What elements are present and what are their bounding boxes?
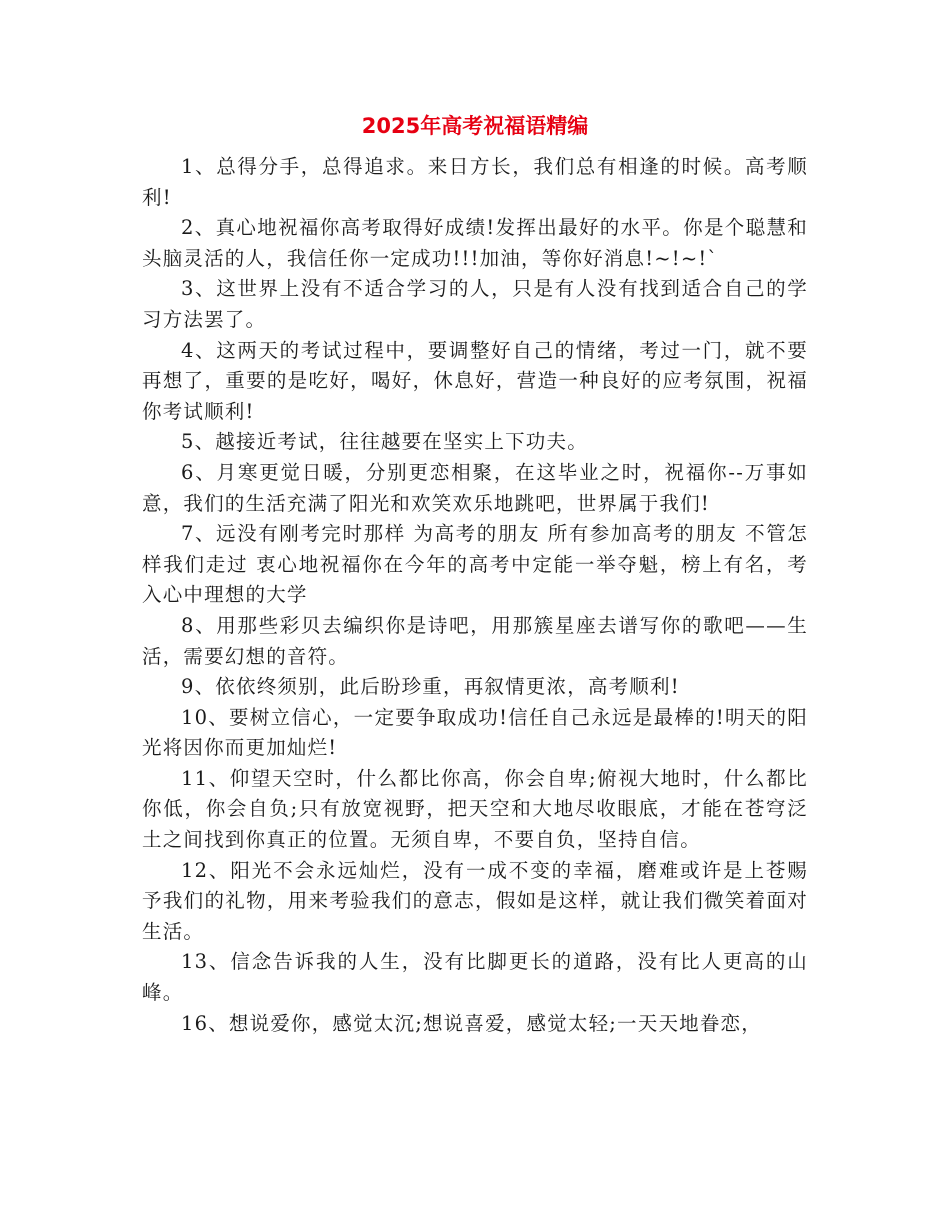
paragraph-10: 10、要树立信心，一定要争取成功!信任自己永远是最棒的!明天的阳光将因你而更加灿烂!	[142, 705, 808, 760]
paragraph-16: 16、想说爱你，感觉太沉;想说喜爱，感觉太轻;一天天地眷恋，	[181, 1011, 762, 1035]
paragraph-2: 2、真心地祝福你高考取得好成绩!发挥出最好的水平。你是个聪慧和头脑灵活的人，我信任你一定成功!!!加油，等你好消息!~!~!`	[142, 216, 808, 270]
document-body	[142, 152, 808, 1039]
paragraph-12: 12、阳光不会永远灿烂，没有一成不变的幸福，磨难或许是上苍赐予我们的礼物，用来考验我们的意志，假如是这样，就让我们微笑着面对生活。	[142, 858, 808, 943]
page-title: 2025年高考祝福语精编	[361, 114, 589, 138]
paragraph-11: 11、仰望天空时，什么都比你高，你会自卑;俯视大地时，什么都比你低，你会自负;只有放宽视野，把天空和大地尽收眼底，才能在苍穹泛土之间找到你真正的位置。无须自卑，不要自负，坚持自信。	[142, 766, 808, 852]
paragraph-9: 9、依依终须别，此后盼珍重，再叙情更浓，高考顺利!	[181, 675, 680, 699]
paragraph-8: 8、用那些彩贝去编织你是诗吧，用那簇星座去谱写你的歌吧——生活，需要幻想的音符。	[142, 613, 808, 668]
paragraph-7: 7、远没有刚考完时那样 为高考的朋友 所有参加高考的朋友 不管怎样我们走过 衷心地祝福你在今年的高考中定能一举夺魁，榜上有名，考入心中理想的大学	[142, 522, 808, 607]
paragraph-1: 1、总得分手，总得追求。来日方长，我们总有相逢的时候。高考顺利!	[142, 155, 808, 209]
paragraph-13: 13、信念告诉我的人生，没有比脚更长的道路，没有比人更高的山峰。	[142, 950, 808, 1005]
paragraph-3: 3、这世界上没有不适合学习的人，只是有人没有找到适合自己的学习方法罢了。	[142, 277, 808, 331]
paragraph-5: 5、越接近考试，往往越要在坚实上下功夫。	[181, 430, 588, 454]
paragraph-6: 6、月寒更觉日暖，分别更恋相聚，在这毕业之时，祝福你--万事如意，我们的生活充满了阳光和欢笑欢乐地跳吧，世界属于我们!	[142, 460, 808, 515]
paragraph-4: 4、这两天的考试过程中，要调整好自己的情绪，考过一门，就不要再想了，重要的是吃好，喝好，休息好，营造一种良好的应考氛围，祝福你考试顺利!	[142, 338, 808, 423]
